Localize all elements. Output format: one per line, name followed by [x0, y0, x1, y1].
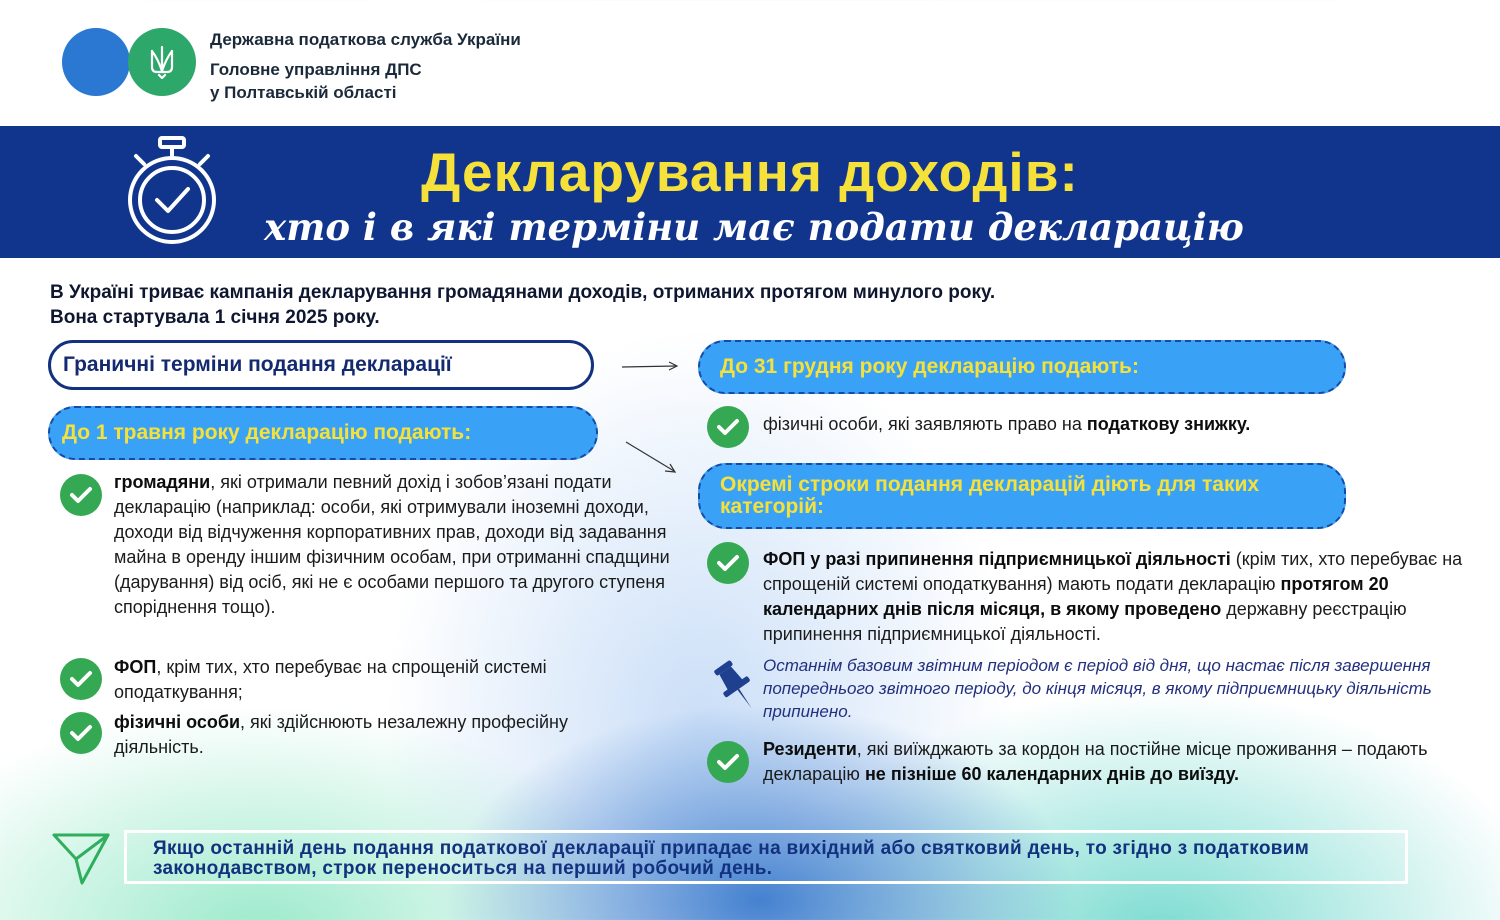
check-icon — [60, 712, 102, 754]
title-banner — [0, 126, 1500, 258]
page-subtitle: хто і в які терміни має подати декларацію — [264, 205, 1244, 249]
check-icon — [707, 542, 749, 584]
footer-notice: Якщо останній день подання податкової декларації припадає на вихідний або святковий день, то згідно з податковим законодавством, строк переноситься на перший робочий день. — [124, 830, 1408, 884]
december-deadline-heading: До 31 грудня року декларацію подають: — [698, 340, 1346, 394]
organization-name — [210, 28, 521, 104]
list-item — [114, 710, 634, 760]
item-bold: не пізніше 60 календарних днів до виїзду. — [864, 764, 1240, 784]
org-line-3: у Полтавській області — [210, 83, 397, 102]
banner-title-block — [0, 142, 1500, 250]
intro-text — [50, 280, 995, 330]
item-bold: протягом 20 календарних днів після місяця, в якому проведено — [763, 574, 1389, 619]
org-line-2: Головне управління ДПС — [210, 60, 422, 79]
pushpin-icon — [714, 657, 758, 715]
check-icon — [707, 741, 749, 783]
item-bold: ФОП у разі припинення підприємницької діяльності — [763, 549, 1231, 569]
list-item — [114, 470, 674, 620]
trident-icon — [149, 45, 175, 79]
item-text: державну реєстрацію припинення підприємницької діяльності. — [763, 599, 1407, 644]
separate-terms-heading: Окремі строки подання декларацій діють для таких категорій: — [698, 463, 1346, 529]
dps-logo — [62, 28, 198, 98]
check-icon — [60, 658, 102, 700]
intro-line-1: В Україні триває кампанія декларування громадянами доходів, отриманих протягом минулого року. — [50, 282, 996, 303]
list-item — [763, 547, 1478, 647]
arrow-right-icon — [620, 358, 682, 374]
deadlines-heading: Граничні терміни подання декларації — [48, 340, 594, 390]
may-deadline-heading: До 1 травня року декларацію подають: — [48, 406, 598, 460]
list-item — [763, 737, 1453, 787]
item-text: , які здійснюють незалежну професійну діяльність. — [114, 712, 568, 757]
org-line-1: Державна податкова служба України — [210, 30, 521, 49]
note-text: Останнім базовим звітним періодом є період від дня, що настає після завершення попереднього звітного періоду, до кінця місяця, в якому підприємницьку діяльність припинено. — [763, 656, 1432, 721]
logo-green-circle — [128, 28, 196, 96]
item-text: (крім тих, хто перебуває на спрощеній системі оподаткування) мають подати декларацію — [763, 549, 1463, 594]
page-title: Декларування доходів: — [421, 141, 1079, 203]
item-text: фізичні особи, які заявляють право на — [763, 414, 1087, 434]
check-icon — [707, 406, 749, 448]
item-text: , які отримали певний дохід і зобов’язані подати декларацію (наприклад: особи, які отримували іноземні доходи, доходи від відчуження корпоративних прав, доходи від задавання майна в оренду іншим фізичним особам, при отриманні спадщини (дарування) від осіб, які не є особами першого та другого ступеня споріднення тощо). — [114, 472, 670, 617]
check-icon — [60, 474, 102, 516]
item-bold: громадяни — [114, 472, 211, 492]
list-item — [763, 412, 1443, 437]
list-item — [114, 655, 634, 705]
item-text: , які виїжджають за кордон на постійне місце проживання – подають декларацію — [763, 739, 1428, 784]
item-bold: податкову знижку. — [1086, 414, 1251, 434]
intro-line-2: Вона стартувала 1 січня 2025 року. — [50, 307, 380, 328]
paper-plane-icon — [52, 832, 112, 886]
item-bold: фізичні особи — [114, 712, 241, 732]
logo-blue-circle — [62, 28, 130, 96]
item-bold: Резиденти — [763, 739, 857, 759]
item-bold: ФОП — [114, 657, 157, 677]
item-text: , крім тих, хто перебуває на спрощеній системі оподаткування; — [114, 657, 547, 702]
